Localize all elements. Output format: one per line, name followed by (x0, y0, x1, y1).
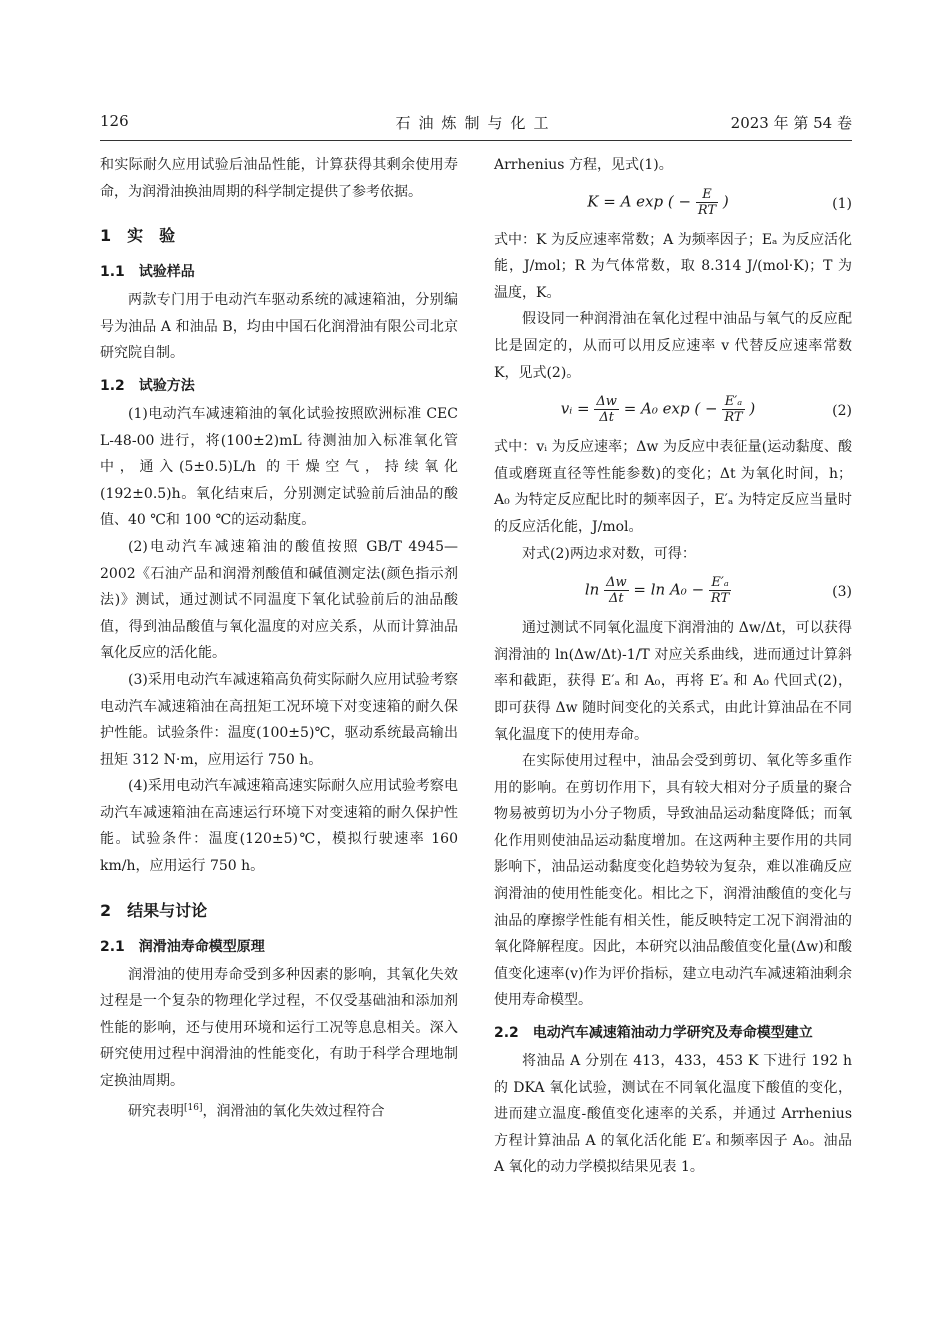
section-1-heading: 1 实 验 (100, 226, 176, 246)
lifetime-paragraph: 润滑油的使用寿命受到多种因素的影响，其氧化失效过程是一个复杂的物理化学过程，不仅受基础油和添加剂性能的影响，还与使用环境和运行工况等息息相关。深入研究使用过程中润滑油的性能变化，有助于科学合理地制定换油周期。 (100, 966, 458, 1090)
samples-paragraph: 两款专门用于电动汽车驱动系统的减速箱油，分别编号为油品 A 和油品 B，均由中国石化润滑油有限公司北京研究院自制。 (100, 292, 458, 362)
eq2-legend: 式中：vᵢ 为反应速率；Δw 为反应中表征量(运动黏度、酸值或磨斑直径等性能参数)的变化；Δt 为氧化时间，h；A₀ 为特定反应配比时的频率因子，E′ₐ 为特定反应当量时的反应活化能，J/mol。 (494, 439, 852, 535)
method-3-paragraph: (3)采用电动汽车减速箱高负荷实际耐久应用试验考察电动汽车减速箱油在高扭矩工况环境下对变速箱的耐久保护性能。试验条件：温度(100±5)℃，驱动系统最高输出扭矩 312 N·m，应用运行 750 h。 (100, 671, 458, 768)
section-1-2-heading: 1.2 试验方法 (100, 377, 195, 394)
assumption-paragraph: 假设同一种润滑油在氧化过程中油品与氧气的反应配比是固定的，从而可以用反应速率 v 代替反应速率常数 K，见式(2)。 (494, 311, 852, 381)
left-column (100, 152, 458, 1125)
page-number: 126 (100, 112, 129, 130)
actual-use-paragraph: 在实际使用过程中，油品会受到剪切、氧化等多重作用的影响。在剪切作用下，具有较大相对分子质量的聚合物易被剪切为小分子物质，导致油品运动黏度降低；而氧化作用则使油品运动黏度增加。在这两种主要作用的共同影响下，油品运动黏度变化趋势较为复杂，难以准确反应润滑油的使用性能变化。相比之下，润滑油酸值的变化与油品的摩擦学性能有相关性，能反映特定工况下润滑油的氧化降解程度。因此，本研究以油品酸值变化量(Δw)和酸值变化速率(v)作为评价指标，建立电动汽车减速箱油剩余使用寿命模型。 (494, 753, 852, 1009)
section-2-2-heading: 2.2 电动汽车减速箱油动力学研究及寿命模型建立 (494, 1025, 813, 1042)
eq1-legend: 式中：K 为反应速率常数；A 为频率因子；Eₐ 为反应活化能，J/mol；R 为气体常数，取 8.314 J/(mol·K)；T 为温度，K。 (494, 231, 852, 301)
equation-1: K = A exp ( − $\frac{E}{RT}$ ) (1) (587, 186, 852, 218)
section-1-1-heading: 1.1 试验样品 (100, 264, 195, 281)
section-2-heading: 2 结果与讨论 (100, 900, 208, 920)
equation-1-number: (1) (832, 195, 852, 212)
kinetics-paragraph: 将油品 A 分别在 413，433，453 K 下进行 192 h 的 DKA 氧化试验，测试在不同氧化温度下酸值的变化，进而建立温度-酸值变化速率的关系，并通过 Arrhenius 方程计算油品 A 的氧化活化能 E′ₐ 和频率因子 A₀。油品 A 氧化的动力学模拟结果见表 1。 (494, 1053, 852, 1176)
arrhenius-paragraph: Arrhenius 方程，见式(1)。 (494, 157, 673, 173)
journal-title: 石油炼制与化工 (395, 114, 557, 132)
method-4-paragraph: (4)采用电动汽车减速箱高速实际耐久应用试验考察电动汽车减速箱油在高速运行环境下对变速箱的耐久保护性能。试验条件：温度(120±5)℃，模拟行驶速率 160 km/h，应用运行 750 h。 (100, 778, 458, 875)
volume-info: 2023 年 第 54 卷 (730, 114, 852, 132)
equation-3: ln $\frac{\Delta w}{\Delta t}$ = ln A₀ − $\frac{\text{E′ₐ}}{RT}$ (3) (584, 575, 852, 607)
page-header (100, 112, 852, 142)
right-column (494, 152, 852, 1181)
equation-2-number: (2) (832, 403, 852, 420)
intro-paragraph: 和实际耐久应用试验后油品性能，计算获得其剩余使用寿命，为润滑油换油周期的科学制定提供了参考依据。 (100, 157, 458, 200)
fitting-paragraph: 通过测试不同氧化温度下润滑油的 Δw/Δt，可以获得润滑油的 ln(Δw/Δt)-1/T 对应关系曲线，进而通过计算斜率和截距，获得 E′ₐ 和 A₀，再将 E′ₐ 和 A₀ 代回式(2)，即可获得 Δw 随时间变化的关系式，由此计算油品在不同氧化温度下的使用寿命。 (494, 620, 852, 743)
method-2-paragraph: (2)电动汽车减速箱油的酸值按照 GB/T 4945—2002《石油产品和润滑剂酸值和碱值测定法(颜色指示剂法)》测试，通过测试不同温度下氧化试验前后的油品酸值，得到油品酸值与氧化温度的对应关系，从而计算油品氧化反应的活化能。 (100, 538, 458, 662)
citation-ref: [16] (184, 1102, 203, 1113)
equation-2: vᵢ = $\frac{\Delta w}{\Delta t}$ = A₀ exp ( − $\frac{\text{E′ₐ}}{RT}$ ) (2) (560, 394, 852, 426)
logarithm-paragraph: 对式(2)两边求对数，可得： (522, 545, 696, 562)
header-rule (100, 140, 852, 141)
research-paragraph: 研究表明[16]，润滑油的氧化失效过程符合 (128, 1102, 385, 1120)
method-1-paragraph: (1)电动汽车减速箱油的氧化试验按照欧洲标准 CEC L-48-00 进行，将(100±2)mL 待测油加入标准氧化管中，通入(5±0.5)L/h 的干燥空气，持续氧化(192±0.5)h。氧化结束后，分别测定试验前后油品的酸值、40 ℃和 100 ℃的运动黏度。 (100, 405, 458, 529)
section-2-1-heading: 2.1 润滑油寿命模型原理 (100, 938, 265, 955)
equation-3-number: (3) (832, 584, 852, 601)
